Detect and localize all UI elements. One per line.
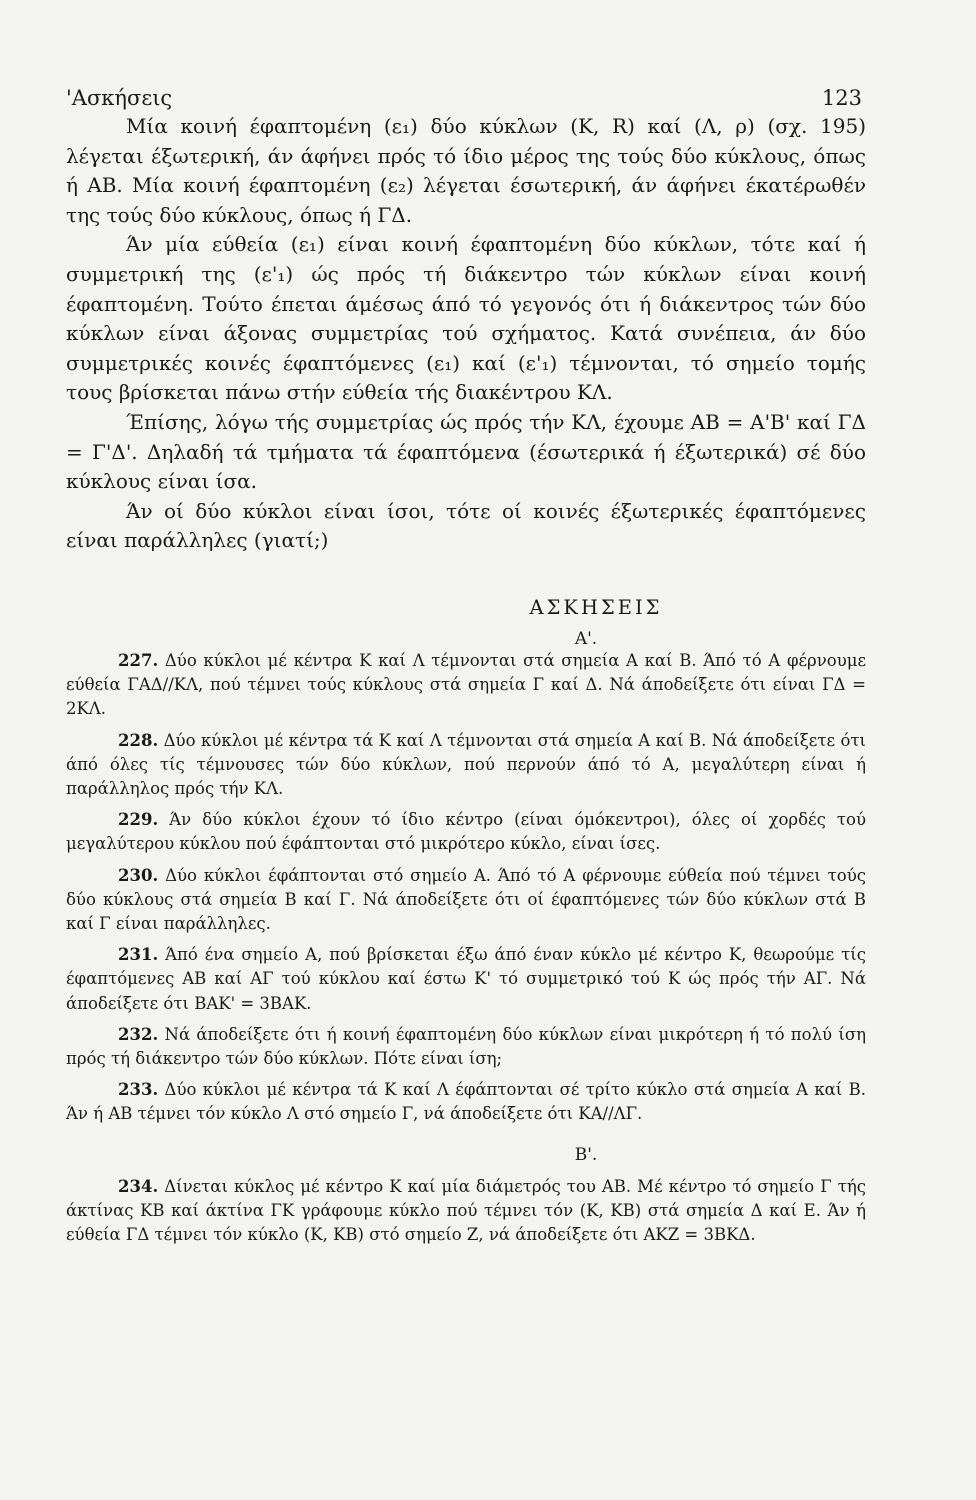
running-title: 'Ασκήσεις: [66, 86, 173, 110]
exercise-number: 232.: [118, 1024, 159, 1044]
exercise-item: [66, 649, 866, 722]
exercise-text: Άπό ένα σημείο Α, πού βρίσκεται έξω άπό έναν κύκλο μέ κέντρο Κ, θεωρούμε τίς έφαπτόμενες ΑΒ καί ΑΓ τού κύκλου καί έστω Κ' τό συμμετρικό τού Κ ώς πρός τήν ΑΓ. Νά άποδείξετε ότι ΒΑΚ' = 3ΒΑΚ.: [66, 945, 866, 1013]
exercise-text: Δύο κύκλοι μέ κέντρα Κ καί Λ τέμνονται στά σημεία Α καί Β. Άπό τό Α φέρνουμε εύθεία ΓΑΔ//ΚΛ, πού τέμνει τούς κύκλους στά σημεία Γ καί Δ. Νά άποδείξετε ότι είναι ΓΔ = 2ΚΛ.: [66, 650, 867, 719]
exercise-text: Άν δύο κύκλοι έχουν τό ίδιο κέντρο (είναι όμόκεντροι), όλες οί χορδές τού μεγαλύτερου κύκλου πού έφάπτονται στό μικρότερο κύκλο, είναι ίσες.: [66, 810, 867, 854]
exercise-text: Δύο κύκλοι έφάπτονται στό σημείο Α. Άπό τό Α φέρνουμε εύθεία πού τέμνει τούς δύο κύκλους στά σημεία Β καί Γ. Νά άποδείξετε ότι οί έφαπτόμενες τών δύο κύκλων στά Β καί Γ είναι παράλληλες.: [66, 865, 866, 933]
exercise-item: [66, 729, 866, 802]
exercise-text: Δίνεται κύκλος μέ κέντρο Κ καί μία διάμετρός του ΑΒ. Μέ κέντρο τό σημείο Γ τής άκτίνας ΚΒ καί άκτίνα ΓΚ γράφουμε κύκλο πού τέμνει τόν (Κ, ΚΒ) στά σημεία Δ καί Ε. Άν ή εύθεία ΓΔ τέμνει τόν κύκλο (Κ, ΚΒ) στό σημείο Ζ, νά άποδείξετε ότι ΑΚΖ = 3ΒΚΔ.: [66, 1176, 866, 1244]
exercise-number: 234.: [118, 1176, 159, 1196]
intro-paragraph: Έπίσης, λόγω τής συμμετρίας ώς πρός τήν ΚΛ, έχουμε ΑΒ = Α'Β' καί ΓΔ = Γ'Δ'. Δηλαδή τά τμήματα τά έφαπτόμενα (έσωτερικά ή έξωτερικά) σέ δύο κύκλους είναι ίσα.: [66, 409, 866, 494]
exercise-item: [66, 943, 866, 1016]
subsection-a-heading: Α'.: [574, 628, 598, 649]
page-number: 123: [821, 86, 862, 110]
page-body: [66, 112, 866, 1254]
exercise-number: 231.: [118, 945, 159, 965]
intro-paragraph: Μία κοινή έφαπτομένη (ε₁) δύο κύκλων (Κ, R) καί (Λ, ρ) (σχ. 195) λέγεται έξωτερική, άν άφήνει πρός τό ίδιο μέρος της τούς δύο κύκλους, όπως ή ΑΒ. Μία κοινή έφαπτομένη (ε₂) λέγεται έσωτερική, άν άφήνει έκατέρωθέν της τούς δύο κύκλους, όπως ή ΓΔ.: [66, 114, 866, 227]
exercise-text: Δύο κύκλοι μέ κέντρα τά Κ καί Λ τέμνονται στά σημεία Α καί Β. Νά άποδείξετε ότι άπό όλες τίς τέμνουσες τών δύο κύκλων, πού περνούν άπό τό Α, μεγαλύτερη είναι ή παράλληλος πρός τήν ΚΛ.: [66, 730, 866, 798]
exercise-item: [66, 1023, 866, 1071]
exercise-text: Νά άποδείξετε ότι ή κοινή έφαπτομένη δύο κύκλων είναι μικρότερη ή τό πολύ ίση πρός τή διάκεντρο τών δύο κύκλων. Πότε είναι ίση;: [66, 1024, 866, 1068]
exercise-number: 228.: [118, 730, 159, 750]
exercise-number: 230.: [118, 865, 159, 885]
exercise-number: 227.: [118, 650, 159, 670]
intro-paragraph: Άν οί δύο κύκλοι είναι ίσοι, τότε οί κοινές έξωτερικές έφαπτόμενες είναι παράλληλες (γιατί;): [66, 498, 866, 553]
exercise-item: [66, 1175, 866, 1248]
subsection-b-heading: Β'.: [574, 1144, 598, 1165]
exercise-item: [66, 808, 866, 856]
exercise-item: [66, 1078, 866, 1126]
exercises-b: [66, 1175, 866, 1248]
exercise-number: 233.: [118, 1080, 159, 1100]
intro-text: [66, 112, 866, 556]
exercise-number: 229.: [118, 810, 159, 830]
page-header: [66, 86, 862, 110]
intro-paragraph: Άν μία εύθεία (ε₁) είναι κοινή έφαπτομένη δύο κύκλων, τότε καί ή συμμετρική της (ε'₁) ώς πρός τή διάκεντρο τών κύκλων είναι κοινή έφαπτομένη. Τούτο έπεται άμέσως άπό τό γεγονός ότι ή διάκεντρος τών δύο κύκλων είναι άξονας συμμετρίας τού σχήματος. Κατά συνέπεια, άν δύο συμμετρικές κοινές έφαπτόμενες (ε₁) καί (ε'₁) τέμνονται, τό σημείο τομής τους βρίσκεται πάνω στήν εύθεία τής διακέντρου ΚΛ.: [66, 232, 866, 405]
exercise-item: [66, 864, 866, 937]
exercises-a: [66, 649, 866, 1127]
section-title: ΑΣΚΗΣΕΙΣ: [529, 595, 663, 619]
exercise-text: Δύο κύκλοι μέ κέντρα τά Κ καί Λ έφάπτονται σέ τρίτο κύκλο στά σημεία Α καί Β. Άν ή ΑΒ τέμνει τόν κύκλο Λ στό σημείο Γ, νά άποδείξετε ότι ΚΑ//ΛΓ.: [66, 1080, 866, 1124]
